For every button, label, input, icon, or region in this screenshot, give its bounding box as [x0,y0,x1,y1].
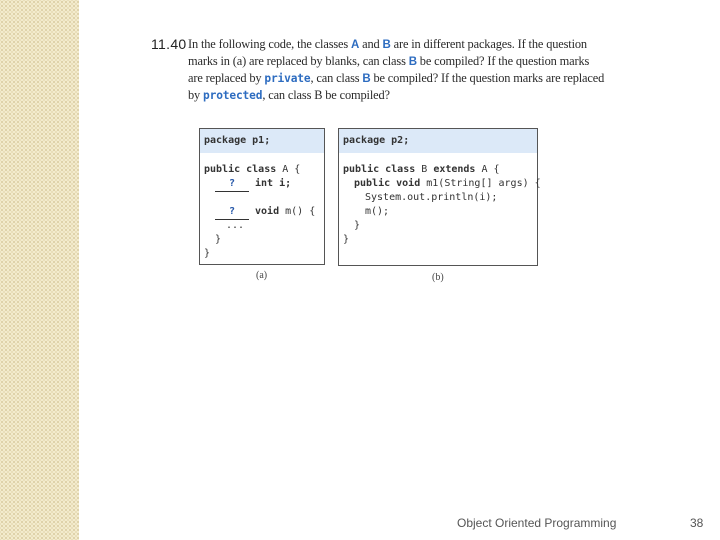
question-text-span: and [359,37,383,51]
question-text-span: marks in (a) are replaced by blanks, can class [188,54,409,68]
field-declaration [215,177,291,192]
class-close-brace: } [204,248,211,259]
package-declaration: package p1; [204,135,271,146]
caption-b: (b) [432,272,444,283]
class-declaration [204,163,300,177]
method-call-statement: m(); [365,206,390,217]
code-listing-b [338,128,541,266]
question-line-2 [188,53,589,71]
method-close-brace: } [215,234,222,245]
method-declaration [215,205,315,220]
question-line-3 [188,70,604,88]
question-text-span: are in different packages. If the question [390,37,587,51]
footer-course-title: Object Oriented Programming [457,516,617,530]
decorative-side-bar [0,0,79,540]
method-declaration [354,177,541,191]
question-line-4 [188,87,390,104]
method-close-brace: } [354,220,361,231]
question-text-span: be compiled? If the question marks [416,54,590,68]
keyword-void: void [249,206,280,217]
keyword-extends: extends [433,164,476,175]
question-mark-blank: ? [215,205,249,220]
superclass-name: A { [475,164,500,175]
page-number: 38 [690,516,704,530]
question-mark-blank: ? [215,177,249,192]
method-signature: m1(String[] args) { [420,178,541,189]
keyword-protected: protected [203,89,263,102]
code-listing-a [199,128,325,265]
class-declaration [343,163,500,177]
keyword-public-void: public void [354,178,421,189]
class-close-brace: } [343,234,350,245]
class-b-name: B [382,39,391,51]
println-statement: System.out.println(i); [365,192,498,203]
keyword-private: private [264,72,311,85]
method-body-ellipsis: ... [226,220,245,231]
method-signature: m() { [279,206,316,217]
question-line-1 [188,36,587,54]
question-text-span: are replaced by [188,71,265,85]
question-text-span: In the following code, the classes [188,37,352,51]
question-text-span: be compiled? If the question marks are replaced [370,71,605,85]
keyword-public-class: public class [343,164,416,175]
keyword-public-class: public class [204,164,277,175]
field-declaration-text: int i; [249,178,292,189]
caption-a: (a) [256,270,268,281]
class-name-b: B [415,164,434,175]
class-a-name: A [351,39,360,51]
question-text-span: , can class [310,71,363,85]
class-b-name: B [362,73,371,85]
question-text-span: by [188,88,204,102]
class-b-name: B [408,56,417,68]
package-declaration: package p2; [343,135,410,146]
class-name-a: A { [276,164,301,175]
question-text-span: , can class B be compiled? [262,88,390,102]
question-number: 11.40 [151,36,187,52]
